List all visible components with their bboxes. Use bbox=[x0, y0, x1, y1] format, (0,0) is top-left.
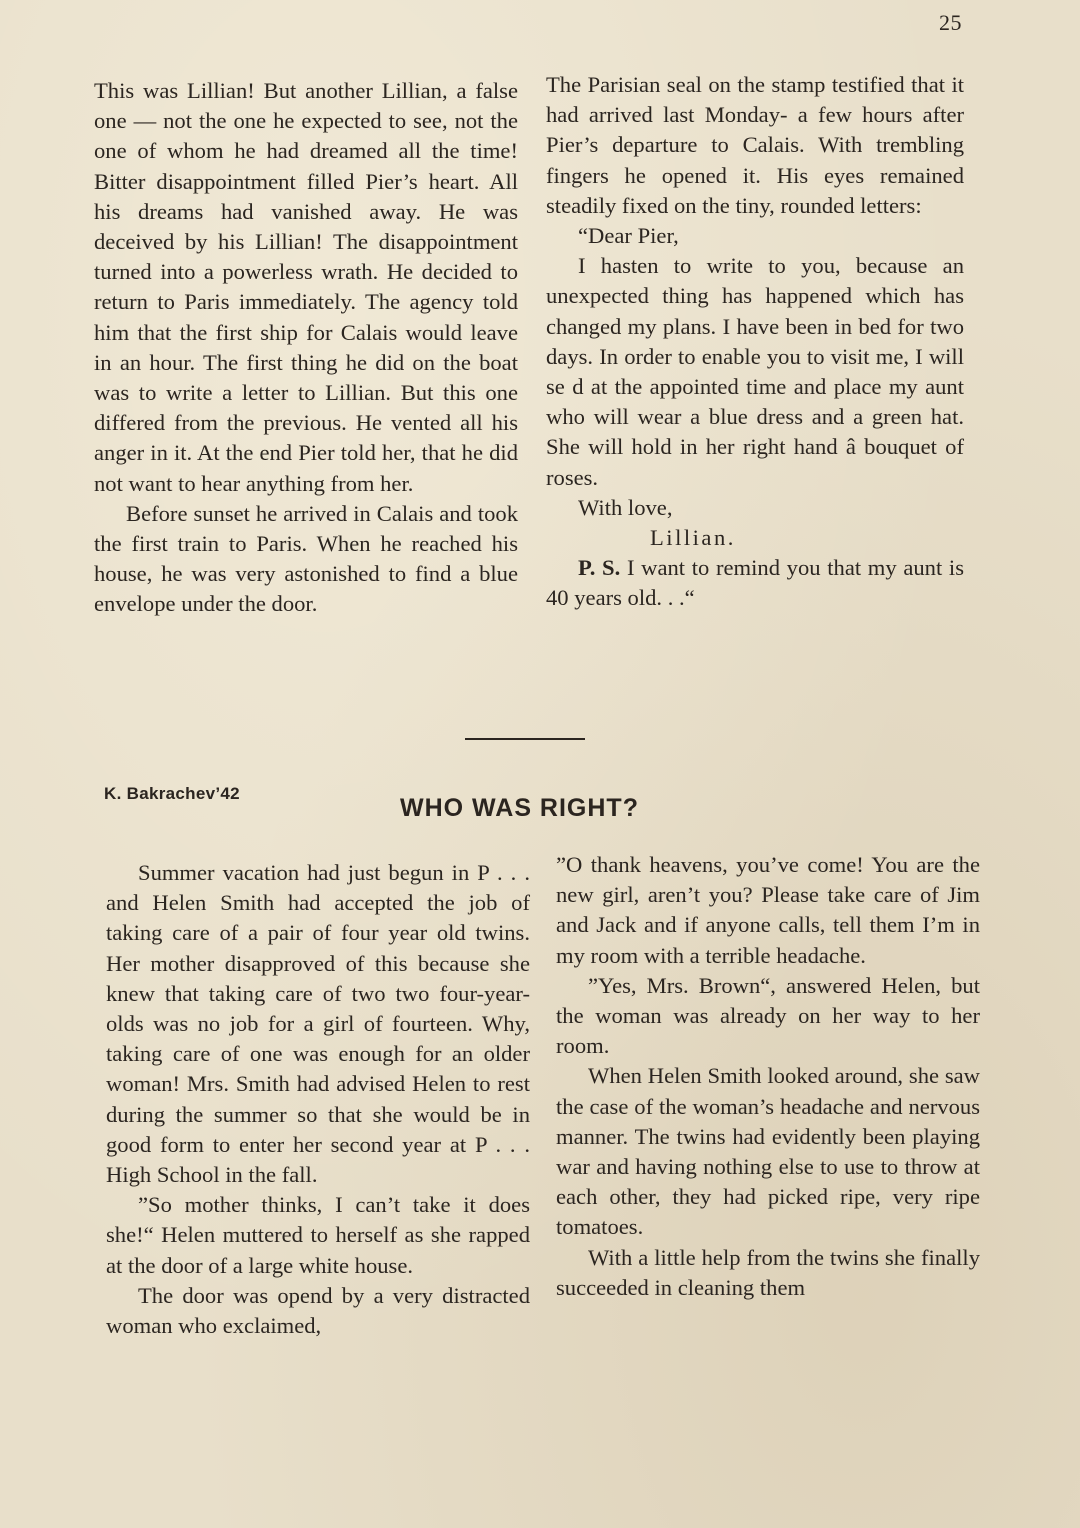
article-paragraph: ”Yes, Mrs. Brown“, answered Helen, but the woman was already on her way to her room. bbox=[556, 972, 980, 1059]
article-paragraph: The door was opend by a very distracted woman who exclaimed, bbox=[106, 1282, 530, 1339]
letter-salutation: “Dear Pier, bbox=[578, 223, 679, 249]
story-column-left bbox=[94, 76, 518, 620]
article-paragraph: With a little help from the twins she finally succeeded in cleaning them bbox=[556, 1244, 980, 1300]
article-column-right bbox=[556, 850, 980, 1303]
story-paragraph: Before sunset he arrived in Calais and took the first train to Paris. When he reached his house, he was very astonished to find a blue envelope under the door. bbox=[94, 500, 518, 617]
section-divider bbox=[465, 738, 585, 740]
letter-closing: With love, bbox=[578, 494, 673, 520]
postscript-text: I want to remind you that my aunt is 40 years old. . .“ bbox=[546, 555, 964, 611]
story-column-right bbox=[546, 70, 964, 614]
article-paragraph: Summer vacation had just begun in P . . . and Helen Smith had accepted the job of taking care of a pair of four year old twins. Her mother disapproved of this because she knew that taking care of two two four-year-olds was no job for a girl of fourteen. Why, taking care of one was enough for an older woman! Mrs. Smith had advised Helen to rest during the summer so that she would be in good form to enter her second year at P . . . High School in the fall. bbox=[106, 860, 530, 1188]
page-number: 25 bbox=[939, 10, 962, 35]
letter-signature: Lillian. bbox=[650, 525, 736, 551]
story-paragraph: The Parisian seal on the stamp testified that it had arrived last Monday- a few hours after Pier’s departure to Calais. With trembling fingers he opened it. His eyes remained steadily fixed on the tiny, rounded letters: bbox=[546, 72, 964, 218]
article-paragraph: When Helen Smith looked around, she saw the case of the woman’s headache and nervous manner. The twins had evidently been playing war and having nothing else to use to throw at each other, they had picked ripe, very ripe tomatoes. bbox=[556, 1063, 980, 1240]
postscript-label: P. S. bbox=[578, 555, 621, 581]
article-paragraph: ”O thank heavens, you’ve come! You are the new girl, aren’t you? Please take care of Jim and Jack and if anyone calls, tell them I’m in my room with a terrible headache. bbox=[556, 852, 980, 968]
letter-body: I hasten to write to you, because an unexpected thing has happened which has changed my plans. I have been in bed for two days. In order to enable you to visit me, I will se d at the appointed time and place my aunt who will wear a blue dress and a green hat. She will hold in her right hand â bouquet of roses. bbox=[546, 253, 964, 490]
letter-postscript bbox=[546, 553, 964, 613]
article-author: K. Bakrachev’42 bbox=[104, 784, 240, 803]
article-paragraph: ”So mother thinks, I can’t take it does she!“ Helen muttered to herself as she rapped at the door of a large white house. bbox=[106, 1192, 530, 1278]
article-column-left bbox=[106, 858, 530, 1341]
story-paragraph: This was Lillian! But another Lillian, a false one — not the one he expected to see, not the one of whom he had dreamed all the time! Bitter disappointment filled Pier’s heart. All his dreams had vanished away. He was deceived by his Lillian! The disappointment turned into a powerless wrath. He decided to return to Paris immediately. The agency told him that the first ship for Calais would leave in an hour. The first thing he did on the boat was to write a letter to Lillian. But this one differed from the previous. He vented all his anger in it. At the end Pier told her, that he did not want to hear anything from her. bbox=[94, 78, 518, 496]
article-title: WHO WAS RIGHT? bbox=[400, 794, 639, 822]
